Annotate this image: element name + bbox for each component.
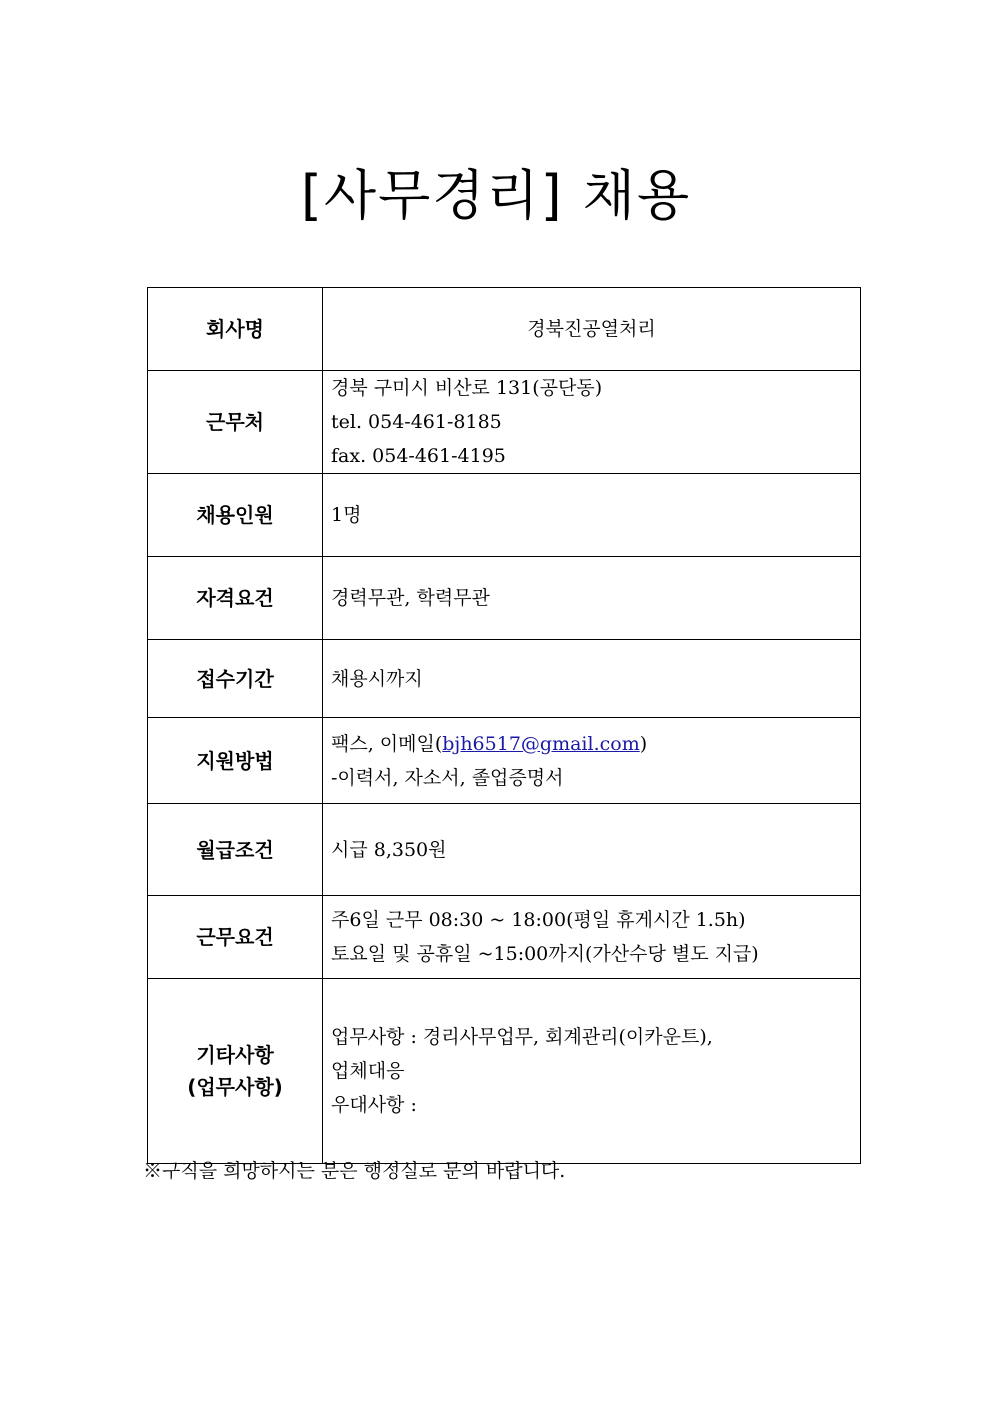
apply-line-1 bbox=[331, 727, 860, 761]
headcount-label: 채용인원 bbox=[148, 474, 323, 557]
misc-duties-cont: 업체대응 bbox=[331, 1060, 405, 1082]
footnote: ※구직을 희망하시는 분은 행정실로 문의 바랍니다. bbox=[143, 1160, 566, 1182]
salary-label: 월급조건 bbox=[148, 804, 323, 896]
misc-label-line-2: (업무사항) bbox=[187, 1075, 283, 1099]
workplace-value bbox=[323, 371, 861, 474]
table-row-headcount bbox=[148, 474, 861, 557]
headcount-value: 1명 bbox=[323, 474, 861, 557]
apply-value bbox=[323, 718, 861, 804]
workplace-address: 경북 구미시 비산로 131(공단동) bbox=[331, 377, 603, 399]
workplace-label: 근무처 bbox=[148, 371, 323, 474]
hours-value bbox=[323, 896, 861, 979]
misc-duties: 업무사항 : 경리사무업무, 회계관리(이카운트), bbox=[331, 1026, 713, 1048]
job-posting-table bbox=[147, 287, 861, 1164]
apply-close-paren: ) bbox=[639, 732, 648, 755]
period-value: 채용시까지 bbox=[323, 640, 861, 718]
company-value: 경북진공열처리 bbox=[323, 288, 861, 371]
table-row-period bbox=[148, 640, 861, 718]
period-label: 접수기간 bbox=[148, 640, 323, 718]
workplace-fax: fax. 054-461-4195 bbox=[331, 445, 506, 467]
table-row-salary bbox=[148, 804, 861, 896]
misc-preferences: 우대사항 : bbox=[331, 1094, 417, 1116]
hours-label: 근무요건 bbox=[148, 896, 323, 979]
page-title: [사무경리] 채용 bbox=[300, 164, 692, 227]
email-link[interactable]: bjh6517@gmail.com bbox=[442, 732, 640, 755]
qualification-value: 경력무관, 학력무관 bbox=[323, 557, 861, 640]
apply-label: 지원방법 bbox=[148, 718, 323, 804]
table-row-misc bbox=[148, 979, 861, 1164]
table-row-hours bbox=[148, 896, 861, 979]
table-row-apply bbox=[148, 718, 861, 804]
hours-weekday: 주6일 근무 08:30 ~ 18:00(평일 휴게시간 1.5h) bbox=[331, 909, 746, 931]
misc-label bbox=[148, 979, 323, 1164]
qualification-label: 자격요건 bbox=[148, 557, 323, 640]
hours-weekend: 토요일 및 공휴일 ~15:00까지(가산수당 별도 지급) bbox=[331, 943, 759, 965]
apply-method-text: 팩스, 이메일( bbox=[331, 732, 443, 755]
workplace-tel: tel. 054-461-8185 bbox=[331, 411, 502, 433]
company-label: 회사명 bbox=[148, 288, 323, 371]
misc-value bbox=[323, 979, 861, 1164]
apply-documents: -이력서, 자소서, 졸업증명서 bbox=[331, 766, 564, 789]
misc-label-line-1: 기타사항 bbox=[196, 1043, 274, 1067]
salary-value: 시급 8,350원 bbox=[323, 804, 861, 896]
table-row-workplace bbox=[148, 371, 861, 474]
table-row-qualification bbox=[148, 557, 861, 640]
table-row-company bbox=[148, 288, 861, 371]
